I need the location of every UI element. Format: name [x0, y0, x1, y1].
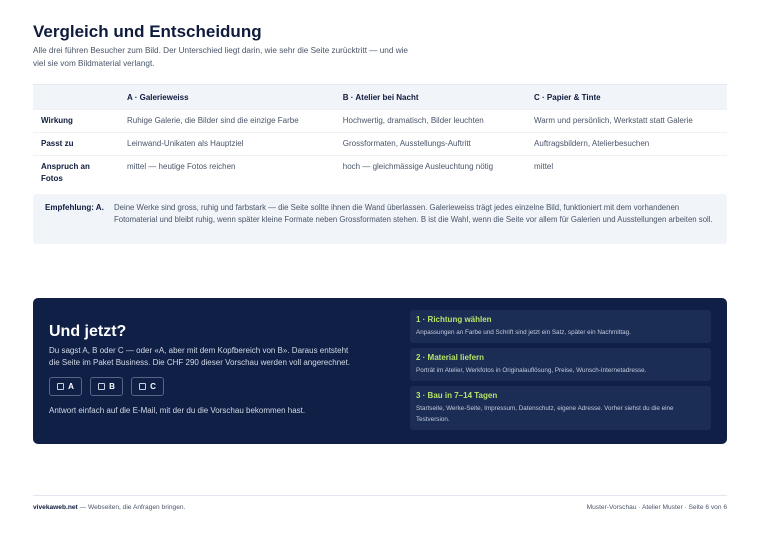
step-card: [410, 310, 711, 343]
table-cell: mittel — heutige Fotos reichen: [119, 156, 335, 191]
option-c-checkbox[interactable]: [131, 377, 164, 396]
table-cell: Ruhige Galerie, die Bilder sind die einzige Farbe: [119, 110, 335, 133]
table-cell: mittel: [526, 156, 727, 191]
reply-instruction: Antwort einfach auf die E-Mail, mit der du die Vorschau bekommen hast.: [49, 406, 306, 415]
table-row: [33, 156, 727, 191]
table-cell: Grossformaten, Ausstellungs-Auftritt: [335, 133, 526, 156]
row-label: Passt zu: [33, 133, 119, 156]
table-row: [33, 133, 727, 156]
step-card: [410, 386, 711, 430]
cta-panel: [33, 298, 727, 444]
step-description: Porträt im Atelier, Werkfotos in Originalauflösung, Preise, Wunsch-Internetadresse.: [416, 367, 647, 374]
table-row: [33, 110, 727, 133]
comparison-table: [33, 84, 727, 190]
footer-brand: [33, 504, 185, 511]
recommendation-label: Empfehlung: A.: [45, 203, 104, 212]
lead-text: Alle drei führen Besucher zum Bild. Der Unterschied liegt darin, wie sehr die Seite zurücktritt — und wie viel sie vom Bildmaterial verlangt.: [33, 46, 408, 68]
steps-list: [410, 310, 711, 435]
step-description: Anpassungen an Farbe und Schrift sind jetzt ein Satz, später ein Nachmittag.: [416, 329, 631, 336]
recommendation-box: [33, 194, 727, 244]
step-description: Startseite, Werke-Seite, Impressum, Datenschutz, eigene Adresse. Vorher siehst du die eine Testversion.: [416, 405, 674, 423]
table-header-row: [33, 85, 727, 110]
table-header-a: A · Galerieweiss: [119, 85, 335, 110]
page-title: Vergleich und Entscheidung: [33, 22, 262, 41]
footer-page-info: Muster-Vorschau · Atelier Muster · Seite 6 von 6: [586, 504, 727, 511]
step-title: 1 · Richtung wählen: [416, 315, 492, 324]
row-label: Anspruch an Fotos: [33, 156, 119, 191]
cta-title: Und jetzt?: [49, 323, 127, 340]
table-cell: Auftragsbildern, Atelierbesuchen: [526, 133, 727, 156]
checkbox-icon: [139, 383, 146, 390]
option-label: A: [68, 382, 74, 391]
table-header-c: C · Papier & Tinte: [526, 85, 727, 110]
option-group: [49, 377, 164, 396]
option-b-checkbox[interactable]: [90, 377, 123, 396]
table-header-empty: [33, 85, 119, 110]
footer-divider: [33, 495, 727, 496]
table-cell: Hochwertig, dramatisch, Bilder leuchten: [335, 110, 526, 133]
footer-tagline: — Webseiten, die Anfragen bringen.: [77, 504, 186, 511]
checkbox-icon: [98, 383, 105, 390]
table-cell: hoch — gleichmässige Ausleuchtung nötig: [335, 156, 526, 191]
option-label: C: [150, 382, 156, 391]
page: [33, 0, 727, 537]
table-header-b: B · Atelier bei Nacht: [335, 85, 526, 110]
table-cell: Warm und persönlich, Werkstatt statt Galerie: [526, 110, 727, 133]
step-title: 2 · Material liefern: [416, 353, 485, 362]
row-label: Wirkung: [33, 110, 119, 133]
table-cell: Leinwand-Unikaten als Hauptziel: [119, 133, 335, 156]
recommendation-text: Deine Werke sind gross, ruhig und farbstark — die Seite sollte ihnen die Wand überlassen. Galerieweiss trägt jedes einzelne Bild, funktioniert mit dem vorhandenen Fotomaterial und bleibt ruhig, wenn später kleine Formate neben Grossformaten stehen. B ist die Wahl, wenn die Seite vor allem für Galerien und Ausstellungen arbeiten soll.: [114, 203, 713, 224]
cta-description: Du sagst A, B oder C — oder «A, aber mit dem Kopfbereich von B». Daraus entsteht die Seite im Paket Business. Die CHF 290 dieser Vorschau werden voll angerechnet.: [49, 346, 351, 367]
footer-brand-link[interactable]: vivekaweb.net: [33, 504, 78, 511]
option-label: B: [109, 382, 115, 391]
checkbox-icon: [57, 383, 64, 390]
option-a-checkbox[interactable]: [49, 377, 82, 396]
step-title: 3 · Bau in 7–14 Tagen: [416, 391, 498, 400]
step-card: [410, 348, 711, 381]
